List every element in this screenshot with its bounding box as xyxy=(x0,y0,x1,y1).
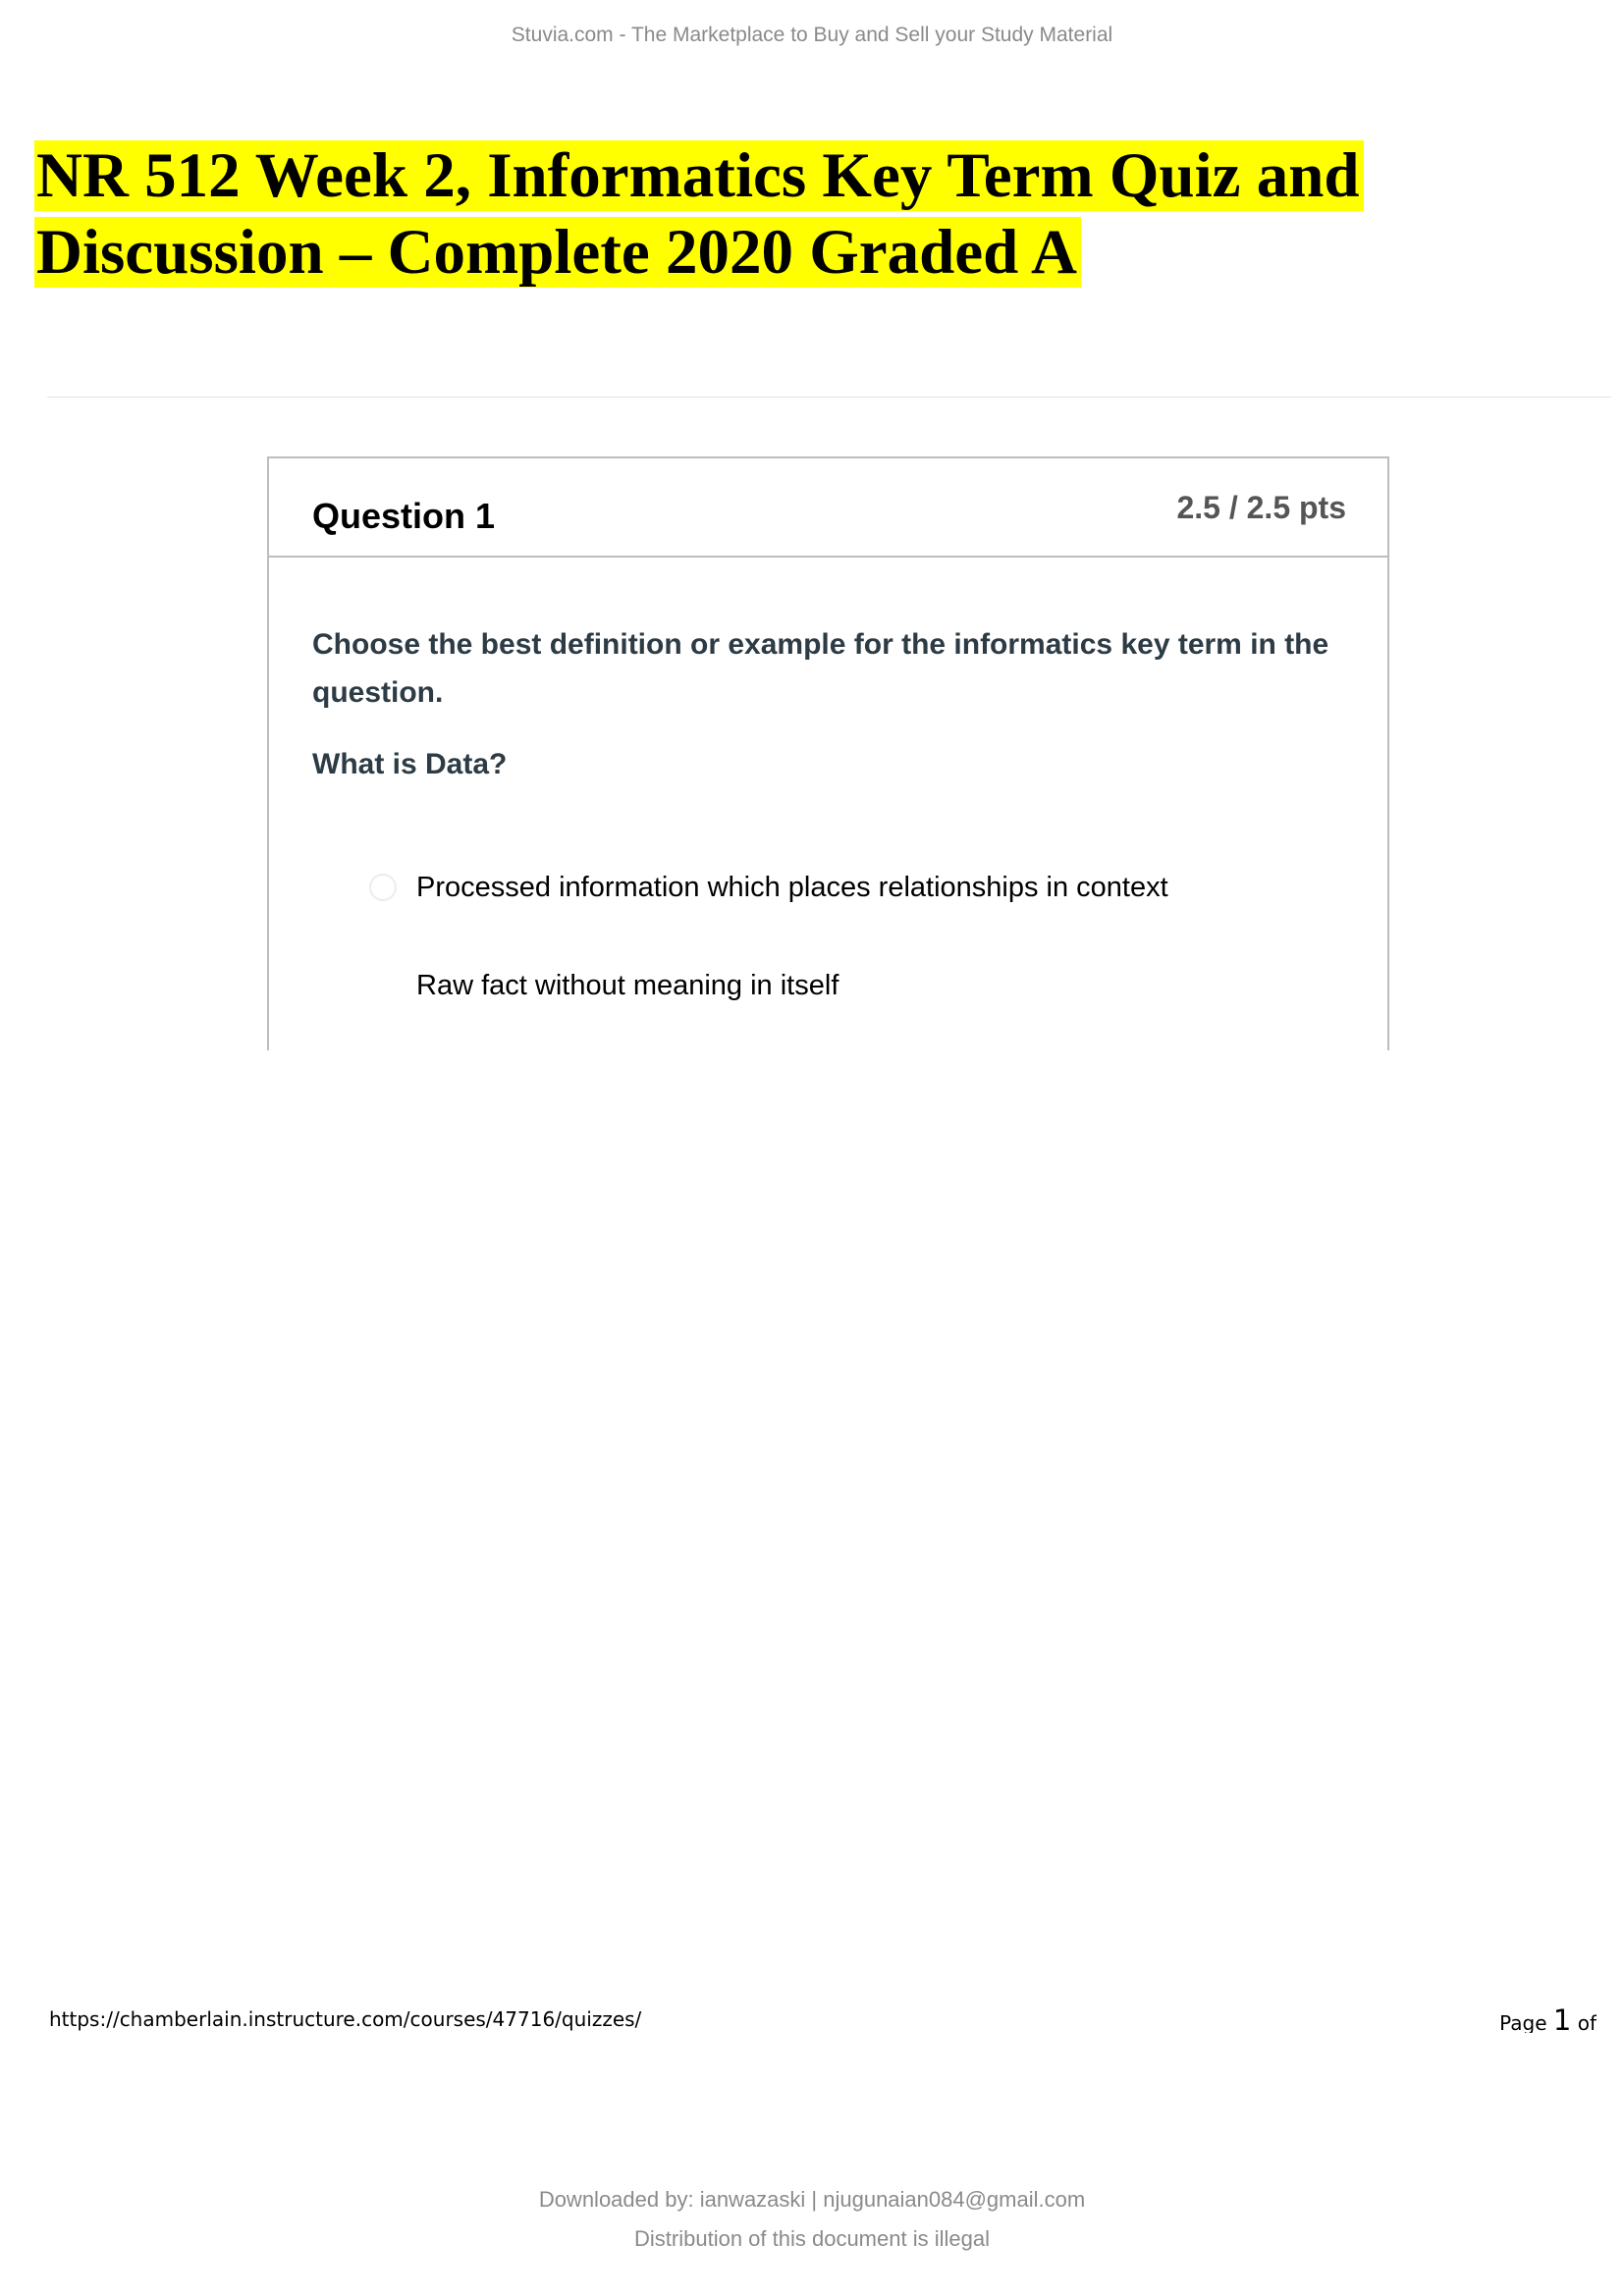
section-divider xyxy=(47,397,1611,398)
question-title: Question 1 xyxy=(312,496,496,536)
page-suffix: of xyxy=(1571,2011,1597,2033)
downloaded-by-note: Downloaded by: ianwazaski | njugunaian084@gmail.com xyxy=(538,2187,1086,2212)
page-number: 1 xyxy=(1552,2003,1572,2033)
document-title-line-1: NR 512 Week 2, Informatics Key Term Quiz and xyxy=(34,140,1364,211)
question-text: What is Data? xyxy=(312,748,508,780)
question-card xyxy=(267,456,1389,1050)
answer-label: Raw fact without meaning in itself xyxy=(416,970,839,1001)
answer-label: Processed information which places relationships in context xyxy=(416,872,1168,903)
question-points: 2.5 / 2.5 pts xyxy=(1176,490,1346,525)
answer-option[interactable] xyxy=(369,968,1302,1007)
footer-url: https://chamberlain.instructure.com/courses/47716/quizzes/ xyxy=(49,2007,642,2031)
stuvia-banner: Stuvia.com - The Marketplace to Buy and Sell your Study Material xyxy=(511,24,1113,46)
question-header xyxy=(269,458,1387,558)
answer-option[interactable] xyxy=(369,870,1302,909)
radio-icon[interactable] xyxy=(369,874,397,901)
page-prefix: Page xyxy=(1499,2011,1553,2033)
question-prompt: Choose the best definition or example for the informatics key term in the question. xyxy=(312,628,1329,709)
page-indicator xyxy=(1499,2003,1597,2033)
document-title-line-2: Discussion – Complete 2020 Graded A xyxy=(34,217,1081,288)
document-title xyxy=(34,137,1566,291)
distribution-note: Distribution of this document is illegal xyxy=(634,2226,990,2251)
